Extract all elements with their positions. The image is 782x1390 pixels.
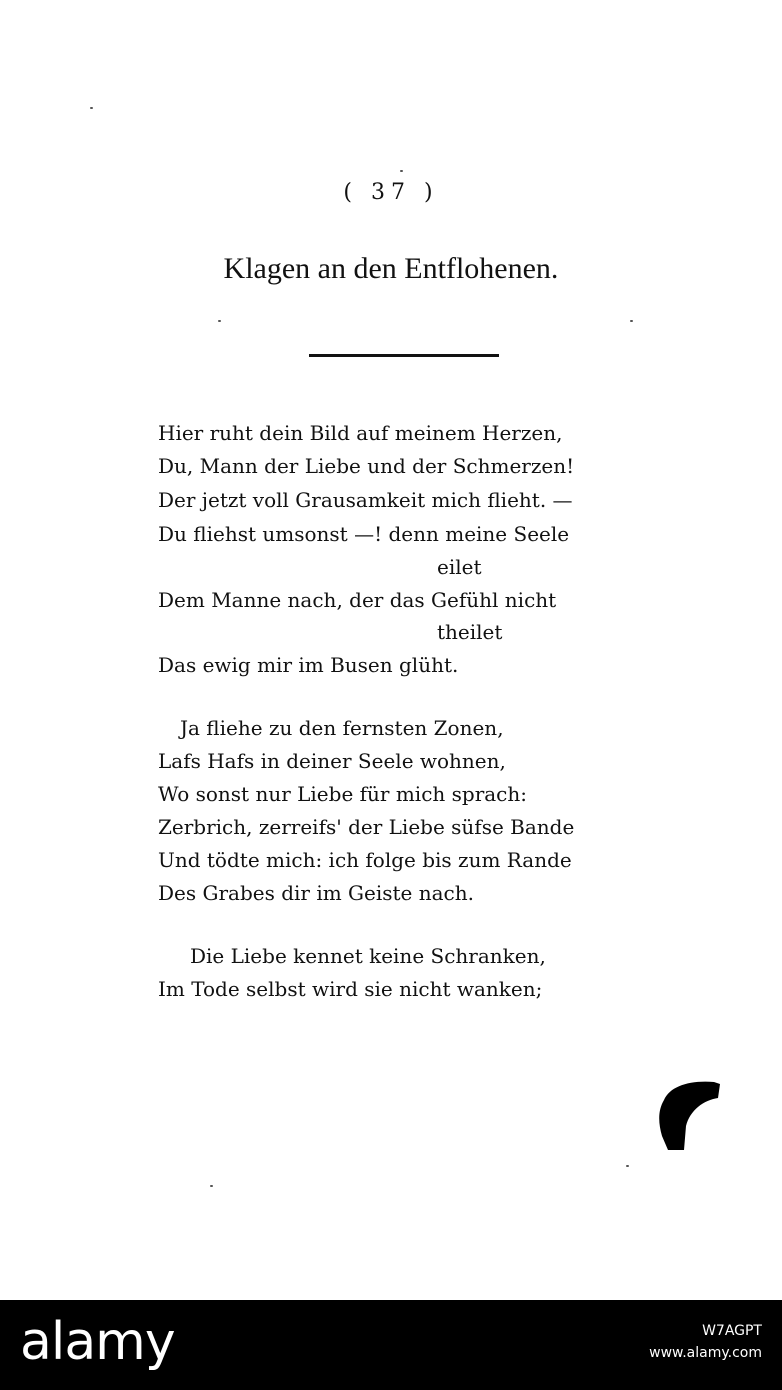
poem-line: Des Grabes dir im Geiste nach.	[158, 881, 474, 905]
poem-line: Ja fliehe zu den fernsten Zonen,	[180, 716, 504, 740]
poem-line: Du fliehst umsonst —! denn meine Seele	[158, 522, 570, 546]
poem-line: Im Tode selbst wird sie nicht wanken;	[158, 977, 543, 1001]
brand-logo: alamy	[20, 1312, 175, 1372]
scan-speck	[218, 320, 221, 322]
poem-line: Dem Manne nach, der das Gefühl nicht	[158, 588, 557, 612]
poem-line-continuation: eilet	[437, 555, 482, 579]
scan-speck	[90, 107, 93, 109]
image-info	[649, 1320, 762, 1364]
poem-line: Die Liebe kennet keine Schranken,	[190, 944, 546, 968]
title-divider	[309, 354, 499, 357]
poem-line: Und tödte mich: ich folge bis zum Rande	[158, 848, 572, 872]
poem-line: Der jetzt voll Grausamkeit mich flieht. —	[158, 488, 573, 512]
poem-line: Du, Mann der Liebe und der Schmerzen!	[158, 454, 575, 478]
scan-speck	[400, 170, 403, 172]
ink-blot	[656, 1078, 726, 1153]
poem-line-continuation: theilet	[437, 620, 503, 644]
poem-line: Lafs Hafs in deiner Seele wohnen,	[158, 749, 506, 773]
poem-title: Klagen an den Entflohenen.	[223, 252, 559, 285]
poem-line: Zerbrich, zerreifs' der Liebe süfse Bande	[158, 815, 575, 839]
image-id: W7AGPT	[702, 1323, 762, 1339]
watermark-footer	[0, 1300, 782, 1390]
scan-speck	[630, 320, 633, 322]
scan-speck	[210, 1185, 213, 1187]
poem-line: Das ewig mir im Busen glüht.	[158, 653, 459, 677]
scan-speck	[626, 1165, 629, 1167]
poem-line: Hier ruht dein Bild auf meinem Herzen,	[158, 421, 563, 445]
site-url: www.alamy.com	[649, 1345, 762, 1361]
poem-line: Wo sonst nur Liebe für mich sprach:	[158, 782, 528, 806]
page-number: ( 37 )	[343, 180, 439, 205]
